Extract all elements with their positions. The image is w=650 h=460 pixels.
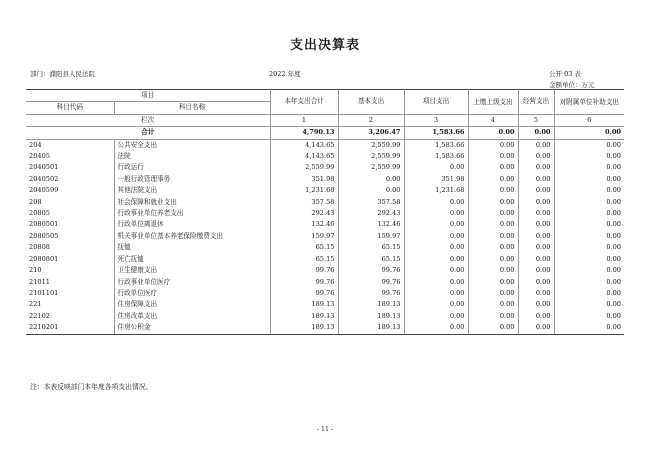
total-value: 0.00 — [554, 127, 624, 139]
amount-cell: 0.00 — [518, 242, 554, 253]
subject-name: 法院 — [117, 152, 131, 161]
subject-name: 社会保障和就业支出 — [117, 197, 177, 206]
total-row — [26, 127, 624, 139]
subject-name: 住房改革支出 — [117, 311, 158, 320]
amount-cell: 99.76 — [270, 288, 338, 299]
header-name: 科目名称 — [114, 102, 270, 114]
amount-cell: 0.00 — [404, 197, 468, 208]
amount-cell: 65.15 — [270, 242, 338, 253]
subject-name: 行政事业单位养老支出 — [117, 209, 184, 218]
subject-code: 2040599 — [26, 185, 114, 196]
amount-cell: 0.00 — [468, 185, 518, 196]
amount-cell: 0.00 — [468, 139, 518, 151]
amount-cell: 0.00 — [404, 162, 468, 173]
subject-name: 一般行政管理事务 — [117, 174, 171, 183]
subject-code: 2040501 — [26, 162, 114, 173]
amount-cell: 0.00 — [468, 322, 518, 334]
subject-code: 20805 — [26, 208, 114, 219]
table-row — [26, 139, 624, 151]
amount-cell: 0.00 — [554, 242, 624, 253]
header-col-5: 经营支出 — [518, 90, 554, 115]
amount-cell: 1,583.66 — [404, 151, 468, 162]
amount-cell: 2,559.99 — [338, 139, 404, 151]
amount-cell: 0.00 — [468, 208, 518, 219]
subject-name: 死亡抚恤 — [117, 254, 144, 263]
amount-cell: 65.15 — [338, 242, 404, 253]
amount-cell: 0.00 — [554, 311, 624, 322]
subject-name: 行政事业单位医疗 — [117, 277, 171, 286]
subject-name: 公共安全支出 — [117, 140, 158, 149]
subject-code: 204 — [26, 139, 114, 151]
subject-name: 住房保障支出 — [117, 300, 158, 309]
table-row — [26, 265, 624, 276]
amount-cell: 99.76 — [338, 265, 404, 276]
table-row — [26, 242, 624, 253]
amount-cell: 0.00 — [404, 288, 468, 299]
subject-name: 行政运行 — [117, 163, 144, 172]
amount-cell: 65.15 — [270, 254, 338, 265]
amount-cell: 351.98 — [270, 174, 338, 185]
table-row — [26, 231, 624, 242]
amount-cell: 4,143.65 — [270, 139, 338, 151]
department-label: 部门：濮阳县人民法院 — [30, 70, 95, 78]
header-col-2: 基本支出 — [338, 90, 404, 115]
amount-cell: 0.00 — [554, 219, 624, 230]
table-row — [26, 197, 624, 208]
amount-cell: 2,559.99 — [270, 162, 338, 173]
subject-name: 抚恤 — [117, 243, 131, 252]
amount-cell: 0.00 — [518, 208, 554, 219]
table-row — [26, 311, 624, 322]
amount-cell: 351.98 — [404, 174, 468, 185]
amount-cell: 0.00 — [518, 219, 554, 230]
amount-cell: 0.00 — [404, 299, 468, 310]
subject-code: 210 — [26, 265, 114, 276]
col-number-6: 6 — [554, 114, 624, 126]
header-col-3: 项目支出 — [404, 90, 468, 115]
subject-name: 卫生健康支出 — [117, 266, 158, 275]
amount-cell: 0.00 — [554, 139, 624, 151]
amount-cell: 0.00 — [404, 265, 468, 276]
amount-cell: 0.00 — [518, 322, 554, 334]
subject-code: 2080501 — [26, 219, 114, 230]
form-number: 公开 03 表 — [549, 70, 581, 78]
amount-cell: 0.00 — [554, 277, 624, 288]
table-row — [26, 219, 624, 230]
amount-cell: 0.00 — [404, 277, 468, 288]
subject-name: 其他法院支出 — [117, 186, 158, 195]
col-number-5: 5 — [518, 114, 554, 126]
col-number-2: 2 — [338, 114, 404, 126]
amount-cell: 357.58 — [270, 197, 338, 208]
amount-cell: 0.00 — [554, 174, 624, 185]
amount-cell: 0.00 — [518, 231, 554, 242]
amount-cell: 99.76 — [338, 288, 404, 299]
table-row — [26, 162, 624, 173]
amount-cell: 0.00 — [518, 139, 554, 151]
amount-unit: 金额单位：万元 — [549, 81, 595, 89]
subject-code: 2101101 — [26, 288, 114, 299]
amount-cell: 189.13 — [338, 311, 404, 322]
amount-cell: 132.46 — [270, 219, 338, 230]
amount-cell: 65.15 — [338, 254, 404, 265]
col-number-3: 3 — [404, 114, 468, 126]
table-row — [26, 322, 624, 334]
total-value: 4,790.13 — [270, 127, 338, 139]
amount-cell: 0.00 — [468, 277, 518, 288]
amount-cell: 0.00 — [518, 162, 554, 173]
header-project: 项目 — [26, 90, 270, 102]
amount-cell: 132.46 — [338, 219, 404, 230]
amount-cell: 0.00 — [554, 254, 624, 265]
amount-cell: 0.00 — [554, 162, 624, 173]
amount-cell: 189.13 — [338, 299, 404, 310]
amount-cell: 0.00 — [468, 197, 518, 208]
amount-cell: 0.00 — [554, 288, 624, 299]
amount-cell: 0.00 — [468, 219, 518, 230]
table-row — [26, 185, 624, 196]
amount-cell: 0.00 — [554, 265, 624, 276]
subject-code: 221 — [26, 299, 114, 310]
amount-cell: 0.00 — [468, 174, 518, 185]
subject-code: 2080505 — [26, 231, 114, 242]
subject-name: 机关事业单位基本养老保险缴费支出 — [117, 231, 223, 240]
table-row — [26, 174, 624, 185]
amount-cell: 0.00 — [404, 219, 468, 230]
subject-code: 22102 — [26, 311, 114, 322]
table-row — [26, 254, 624, 265]
amount-cell: 0.00 — [404, 231, 468, 242]
amount-cell: 0.00 — [554, 208, 624, 219]
header-col-6: 对附属单位补助支出 — [554, 90, 624, 115]
total-value: 3,206.47 — [338, 127, 404, 139]
amount-cell: 0.00 — [468, 242, 518, 253]
amount-cell: 0.00 — [468, 231, 518, 242]
header-code: 科目代码 — [26, 102, 114, 114]
amount-cell: 159.97 — [270, 231, 338, 242]
amount-cell: 0.00 — [554, 185, 624, 196]
amount-cell: 0.00 — [468, 311, 518, 322]
subject-code: 20405 — [26, 151, 114, 162]
amount-cell: 0.00 — [518, 311, 554, 322]
amount-cell: 0.00 — [404, 242, 468, 253]
amount-cell: 4,143.65 — [270, 151, 338, 162]
total-label: 合计 — [26, 127, 270, 139]
amount-cell: 0.00 — [404, 311, 468, 322]
amount-cell: 0.00 — [554, 322, 624, 334]
amount-cell: 2,559.99 — [338, 162, 404, 173]
header-col-4: 上缴上级支出 — [468, 90, 518, 115]
total-value: 0.00 — [518, 127, 554, 139]
amount-cell: 0.00 — [404, 254, 468, 265]
amount-cell: 2,559.99 — [338, 151, 404, 162]
table-row — [26, 151, 624, 162]
col-number-1: 1 — [270, 114, 338, 126]
subject-code: 2080801 — [26, 254, 114, 265]
subject-code: 20808 — [26, 242, 114, 253]
subject-name: 行政单位离退休 — [117, 220, 164, 229]
amount-cell: 0.00 — [468, 265, 518, 276]
amount-cell: 99.76 — [270, 277, 338, 288]
fiscal-year: 2022 年度 — [269, 70, 301, 78]
amount-cell: 1,231.68 — [404, 185, 468, 196]
header-col-1: 本年支出合计 — [270, 90, 338, 115]
amount-cell: 189.13 — [270, 299, 338, 310]
amount-cell: 0.00 — [518, 185, 554, 196]
amount-cell: 0.00 — [518, 174, 554, 185]
amount-cell: 0.00 — [518, 277, 554, 288]
amount-cell: 1,231.68 — [270, 185, 338, 196]
total-value: 1,583.66 — [404, 127, 468, 139]
subject-name: 行政单位医疗 — [117, 288, 158, 297]
amount-cell: 0.00 — [518, 299, 554, 310]
amount-cell: 99.76 — [270, 265, 338, 276]
subject-name: 住房公积金 — [114, 322, 270, 334]
amount-cell: 0.00 — [338, 185, 404, 196]
amount-cell: 0.00 — [518, 197, 554, 208]
total-value: 0.00 — [468, 127, 518, 139]
page-title: 支出决算表 — [289, 38, 360, 53]
amount-cell: 159.97 — [338, 231, 404, 242]
amount-cell: 357.58 — [338, 197, 404, 208]
table-row — [26, 288, 624, 299]
amount-cell: 0.00 — [468, 151, 518, 162]
subject-code: 2210201 — [26, 322, 114, 334]
table-row — [26, 299, 624, 310]
table-note: 注：本表反映部门本年度各项支出情况。 — [30, 383, 153, 391]
table-row — [26, 208, 624, 219]
expenditure-table — [26, 89, 624, 335]
table-row — [26, 277, 624, 288]
amount-cell: 0.00 — [518, 288, 554, 299]
subject-code: 21011 — [26, 277, 114, 288]
amount-cell: 0.00 — [468, 254, 518, 265]
amount-cell: 0.00 — [404, 322, 468, 334]
subject-code: 2040502 — [26, 174, 114, 185]
amount-cell: 292.43 — [270, 208, 338, 219]
col-number-4: 4 — [468, 114, 518, 126]
amount-cell: 99.76 — [338, 277, 404, 288]
amount-cell: 189.13 — [270, 322, 338, 334]
amount-cell: 0.00 — [554, 197, 624, 208]
amount-cell: 0.00 — [468, 299, 518, 310]
amount-cell: 0.00 — [404, 208, 468, 219]
amount-cell: 0.00 — [518, 254, 554, 265]
amount-cell: 0.00 — [554, 151, 624, 162]
amount-cell: 292.43 — [338, 208, 404, 219]
amount-cell: 189.13 — [270, 311, 338, 322]
amount-cell: 1,583.66 — [404, 139, 468, 151]
amount-cell: 0.00 — [468, 162, 518, 173]
page-number: - 11 - — [317, 426, 333, 433]
header-lanci: 栏次 — [26, 114, 270, 126]
amount-cell: 0.00 — [468, 288, 518, 299]
amount-cell: 0.00 — [518, 265, 554, 276]
amount-cell: 0.00 — [518, 151, 554, 162]
amount-cell: 0.00 — [554, 299, 624, 310]
subject-code: 208 — [26, 197, 114, 208]
amount-cell: 0.00 — [554, 231, 624, 242]
amount-cell: 0.00 — [338, 174, 404, 185]
amount-cell: 189.13 — [338, 322, 404, 334]
